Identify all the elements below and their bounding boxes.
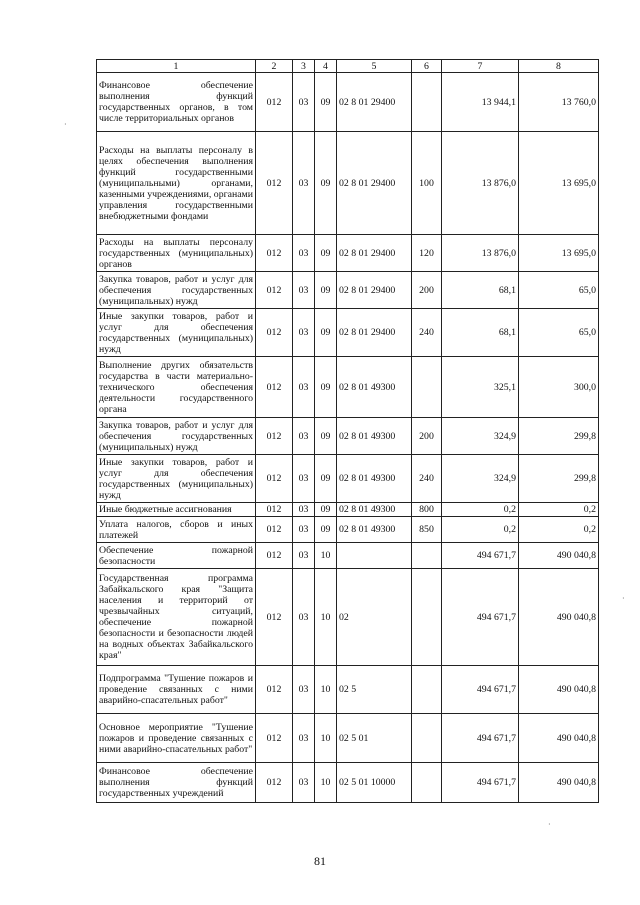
cell-section: 03 <box>293 357 315 418</box>
cell-subsection: 10 <box>315 543 337 569</box>
row-name: Расходы на выплаты персоналу в целях обеспечения выполнения функций государственными (муниципальными) органами, казенными учреждениями, органами управления государственными внебюджетными фондами <box>97 132 256 235</box>
cell-expense-type <box>412 763 442 803</box>
cell-section: 03 <box>293 455 315 503</box>
row-name: Основное мероприятие "Тушение пожаров и проведение связанных с ними аварийно-спасательных работ" <box>97 714 256 763</box>
cell-section: 03 <box>293 517 315 543</box>
cell-subsection: 09 <box>315 73 337 132</box>
header-col-8: 8 <box>519 60 599 73</box>
row-name: Иные закупки товаров, работ и услуг для обеспечения государственных (муниципальных) нужд <box>97 309 256 357</box>
row-name: Закупка товаров, работ и услуг для обеспечения государственных (муниципальных) нужд <box>97 418 256 455</box>
cell-subsection: 09 <box>315 503 337 517</box>
row-name: Государственная программа Забайкальского края "Защита населения и территорий от чрезвычайных ситуаций, обеспечение пожарной безопасности и безопасности людей на водных объектах Забайкальского края" <box>97 569 256 666</box>
header-col-4: 4 <box>315 60 337 73</box>
cell-ministry: 012 <box>256 418 293 455</box>
cell-amount-2: 490 040,8 <box>519 569 599 666</box>
cell-expense-type: 850 <box>412 517 442 543</box>
table-row <box>97 763 599 803</box>
cell-amount-1: 324,9 <box>442 455 519 503</box>
header-col-1: 1 <box>97 60 256 73</box>
cell-target-article: 02 8 01 49300 <box>337 418 412 455</box>
cell-target-article: 02 8 01 29400 <box>337 132 412 235</box>
cell-subsection: 09 <box>315 132 337 235</box>
cell-amount-1: 0,2 <box>442 503 519 517</box>
cell-ministry: 012 <box>256 569 293 666</box>
cell-section: 03 <box>293 714 315 763</box>
cell-amount-1: 13 876,0 <box>442 235 519 272</box>
cell-amount-1: 494 671,7 <box>442 569 519 666</box>
cell-expense-type <box>412 73 442 132</box>
cell-amount-2: 490 040,8 <box>519 543 599 569</box>
cell-expense-type: 100 <box>412 132 442 235</box>
cell-section: 03 <box>293 418 315 455</box>
cell-ministry: 012 <box>256 543 293 569</box>
cell-subsection: 09 <box>315 309 337 357</box>
cell-ministry: 012 <box>256 517 293 543</box>
cell-expense-type: 240 <box>412 455 442 503</box>
cell-expense-type <box>412 714 442 763</box>
cell-ministry: 012 <box>256 763 293 803</box>
cell-section: 03 <box>293 503 315 517</box>
scan-speck: · <box>548 820 551 829</box>
header-col-2: 2 <box>256 60 293 73</box>
cell-target-article: 02 <box>337 569 412 666</box>
row-name: Обеспечение пожарной безопасности <box>97 543 256 569</box>
cell-target-article: 02 8 01 49300 <box>337 455 412 503</box>
cell-amount-2: 0,2 <box>519 503 599 517</box>
cell-section: 03 <box>293 666 315 714</box>
cell-amount-2: 490 040,8 <box>519 763 599 803</box>
cell-ministry: 012 <box>256 666 293 714</box>
table-row <box>97 543 599 569</box>
cell-subsection: 09 <box>315 357 337 418</box>
header-col-6: 6 <box>412 60 442 73</box>
table-row <box>97 517 599 543</box>
cell-subsection: 09 <box>315 235 337 272</box>
cell-target-article: 02 5 <box>337 666 412 714</box>
row-name: Закупка товаров, работ и услуг для обеспечения государственных (муниципальных) нужд <box>97 272 256 309</box>
cell-target-article: 02 8 01 49300 <box>337 517 412 543</box>
scan-speck: · <box>622 594 625 603</box>
cell-expense-type: 200 <box>412 272 442 309</box>
cell-target-article: 02 8 01 29400 <box>337 272 412 309</box>
cell-subsection: 09 <box>315 455 337 503</box>
cell-amount-1: 494 671,7 <box>442 666 519 714</box>
cell-amount-2: 13 760,0 <box>519 73 599 132</box>
table-row <box>97 73 599 132</box>
header-col-7: 7 <box>442 60 519 73</box>
cell-section: 03 <box>293 235 315 272</box>
cell-amount-1: 494 671,7 <box>442 763 519 803</box>
cell-subsection: 10 <box>315 714 337 763</box>
cell-section: 03 <box>293 543 315 569</box>
cell-ministry: 012 <box>256 272 293 309</box>
row-name: Выполнение других обязательств государства в части материально-технического обеспечения деятельности государственного органа <box>97 357 256 418</box>
cell-amount-2: 0,2 <box>519 517 599 543</box>
cell-section: 03 <box>293 569 315 666</box>
cell-expense-type: 200 <box>412 418 442 455</box>
cell-section: 03 <box>293 272 315 309</box>
cell-ministry: 012 <box>256 714 293 763</box>
cell-target-article: 02 8 01 29400 <box>337 235 412 272</box>
cell-section: 03 <box>293 763 315 803</box>
cell-ministry: 012 <box>256 503 293 517</box>
cell-target-article: 02 5 01 10000 <box>337 763 412 803</box>
table-row <box>97 569 599 666</box>
cell-amount-1: 325,1 <box>442 357 519 418</box>
cell-expense-type <box>412 569 442 666</box>
cell-section: 03 <box>293 73 315 132</box>
cell-expense-type <box>412 666 442 714</box>
cell-target-article: 02 5 01 <box>337 714 412 763</box>
cell-amount-1: 494 671,7 <box>442 543 519 569</box>
cell-section: 03 <box>293 309 315 357</box>
cell-amount-2: 490 040,8 <box>519 714 599 763</box>
row-name: Подпрограмма "Тушение пожаров и проведение связанных с ними аварийно-спасательных работ" <box>97 666 256 714</box>
table-row <box>97 235 599 272</box>
table-row <box>97 666 599 714</box>
header-col-5: 5 <box>337 60 412 73</box>
cell-subsection: 10 <box>315 763 337 803</box>
row-name: Финансовое обеспечение выполнения функций государственных учреждений <box>97 763 256 803</box>
cell-subsection: 09 <box>315 272 337 309</box>
cell-amount-1: 68,1 <box>442 309 519 357</box>
cell-target-article: 02 8 01 29400 <box>337 309 412 357</box>
cell-amount-2: 490 040,8 <box>519 666 599 714</box>
cell-target-article <box>337 543 412 569</box>
table-row <box>97 309 599 357</box>
cell-subsection: 10 <box>315 666 337 714</box>
cell-expense-type: 240 <box>412 309 442 357</box>
row-name: Иные закупки товаров, работ и услуг для обеспечения государственных (муниципальных) нужд <box>97 455 256 503</box>
cell-amount-2: 13 695,0 <box>519 235 599 272</box>
cell-amount-1: 13 876,0 <box>442 132 519 235</box>
cell-amount-1: 68,1 <box>442 272 519 309</box>
cell-amount-1: 0,2 <box>442 517 519 543</box>
cell-ministry: 012 <box>256 73 293 132</box>
row-name: Финансовое обеспечение выполнения функций государственных органов, в том числе территориальных органов <box>97 73 256 132</box>
cell-expense-type: 800 <box>412 503 442 517</box>
cell-ministry: 012 <box>256 309 293 357</box>
row-name: Расходы на выплаты персоналу государственных (муниципальных) органов <box>97 235 256 272</box>
row-name: Уплата налогов, сборов и иных платежей <box>97 517 256 543</box>
page-number: 81 <box>314 854 326 868</box>
table-row <box>97 455 599 503</box>
cell-amount-2: 65,0 <box>519 272 599 309</box>
cell-ministry: 012 <box>256 455 293 503</box>
table-header-row <box>97 60 599 73</box>
cell-ministry: 012 <box>256 357 293 418</box>
cell-ministry: 012 <box>256 132 293 235</box>
table-row <box>97 132 599 235</box>
cell-ministry: 012 <box>256 235 293 272</box>
cell-amount-1: 324,9 <box>442 418 519 455</box>
table-row <box>97 357 599 418</box>
cell-expense-type: 120 <box>412 235 442 272</box>
cell-amount-2: 300,0 <box>519 357 599 418</box>
cell-expense-type <box>412 357 442 418</box>
table-row <box>97 418 599 455</box>
cell-subsection: 09 <box>315 418 337 455</box>
table-row <box>97 503 599 517</box>
row-name: Иные бюджетные ассигнования <box>97 503 256 517</box>
table-row <box>97 714 599 763</box>
cell-amount-2: 299,8 <box>519 418 599 455</box>
cell-target-article: 02 8 01 49300 <box>337 503 412 517</box>
budget-table <box>96 59 599 803</box>
cell-target-article: 02 8 01 29400 <box>337 73 412 132</box>
cell-subsection: 10 <box>315 569 337 666</box>
cell-section: 03 <box>293 132 315 235</box>
cell-amount-2: 13 695,0 <box>519 132 599 235</box>
cell-amount-2: 299,8 <box>519 455 599 503</box>
cell-amount-1: 494 671,7 <box>442 714 519 763</box>
scan-speck: · <box>64 120 67 129</box>
cell-expense-type <box>412 543 442 569</box>
header-col-3: 3 <box>293 60 315 73</box>
cell-target-article: 02 8 01 49300 <box>337 357 412 418</box>
cell-amount-1: 13 944,1 <box>442 73 519 132</box>
cell-amount-2: 65,0 <box>519 309 599 357</box>
table-row <box>97 272 599 309</box>
cell-subsection: 09 <box>315 517 337 543</box>
